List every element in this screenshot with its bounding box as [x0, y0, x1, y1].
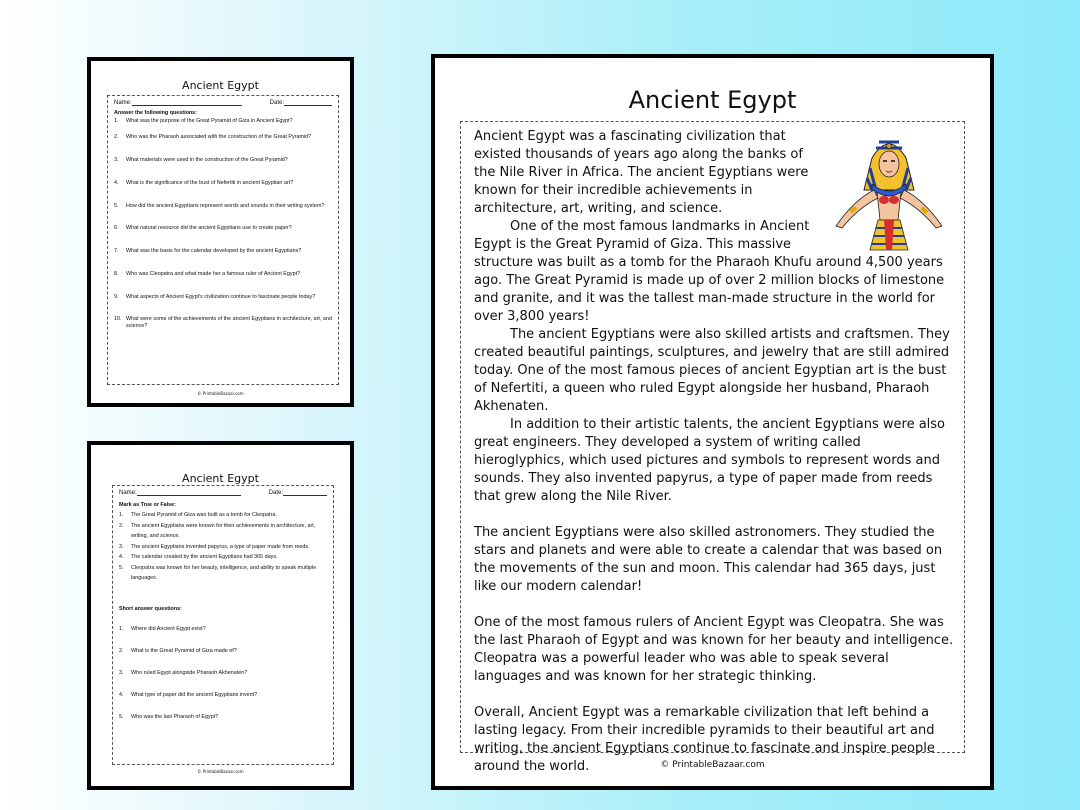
name-line [137, 495, 241, 496]
questions-heading: Answer the following questions: [114, 110, 197, 116]
question-item [114, 118, 332, 125]
reading-passage-page[interactable] [431, 54, 994, 790]
paragraph-engineering-text: In addition to their artistic talents, the ancient Egyptians were also great engineers. They developed a system of writing called hieroglyphics, which used pictures and symbols to represent words and sounds. They also invented papyrus, a type of paper made from reeds that grew along the Nile River. [474, 417, 946, 504]
question-text: What is the significance of the bust of Nefertiti in ancient Egyptian art? [126, 180, 294, 186]
true-false-item [119, 542, 327, 553]
short-answer-item [119, 670, 327, 677]
question-text: What natural resource did the ancient Egyptians use to create paper? [126, 225, 292, 231]
paragraph-conclusion: Overall, Ancient Egypt was a remarkable civilization that left behind a lasting legacy. From their incredible pyramids to their beautiful art and writing, the ancient Egyptians continue to fascinate and inspire people around the world. [474, 705, 935, 774]
question-text: What was the basis for the calendar developed by the ancient Egyptians? [126, 248, 302, 254]
date-line [284, 105, 332, 106]
question-number: 3. [114, 157, 119, 163]
short-answer-item [119, 714, 327, 721]
question-text: What materials were used in the construction of the Great Pyramid? [126, 157, 288, 163]
name-date-row [114, 100, 332, 106]
item-number: 1. [119, 512, 124, 518]
worksheet-questions-preview[interactable] [87, 57, 354, 407]
item-number: 3. [119, 543, 124, 550]
true-false-item [119, 552, 327, 563]
worksheet-dashed-frame [112, 485, 334, 765]
question-item [114, 316, 332, 330]
item-number: 5. [119, 713, 124, 720]
item-text: Where did Ancient Egypt exist? [131, 625, 206, 632]
item-number: 3. [119, 669, 124, 676]
paragraph-intro: Ancient Egypt was a fascinating civilization that existed thousands of years ago along the banks of the Nile River in Africa. The ancient Egyptians were known for their incredible achievements in architecture, art, writing, and science. [474, 129, 809, 216]
paragraph-cleopatra: One of the most famous rulers of Ancient Egypt was Cleopatra. She was the last Pharaoh of Egypt and was known for her beauty and intelligence. Cleopatra was a powerful leader who was able to speak several languages and was known for her strategic thinking. [474, 615, 954, 684]
paragraph-art-text: The ancient Egyptians were also skilled artists and craftsmen. They created beautiful paintings, sculptures, and jewelry that are still admired today. One of the most famous pieces of ancient Egyptian art is the bust of Nefertiti, a queen who ruled Egypt alongside her husband, Pharaoh Akhenaten. [474, 327, 950, 414]
item-text: The Great Pyramid of Giza was built as a tomb for Cleopatra. [131, 512, 277, 518]
item-text: The calendar created by the ancient Egyptians had 365 days. [131, 554, 278, 560]
short-answer-list [119, 626, 327, 721]
question-item [114, 271, 332, 278]
question-item [114, 248, 332, 255]
copyright-footer: © PrintableBazaar.com [197, 391, 244, 396]
question-number: 1. [114, 118, 119, 124]
item-number: 2. [119, 647, 124, 654]
name-date-row [119, 490, 327, 496]
copyright-footer: © PrintableBazaar.com [660, 760, 765, 770]
page-title: Ancient Egypt [628, 86, 797, 114]
true-false-item [119, 521, 327, 542]
paragraph-engineering [474, 416, 954, 506]
copyright-footer: © PrintableBazaar.com [197, 769, 244, 774]
name-line [132, 105, 242, 106]
short-answer-item [119, 648, 327, 655]
short-answer-heading: Short answer questions: [119, 605, 182, 612]
worksheet-title: Ancient Egypt [182, 472, 259, 485]
question-number: 8. [114, 271, 119, 277]
question-text: What were some of the achievements of the ancient Egyptians in architecture, art, and science? [126, 316, 332, 329]
pharaoh-illustration [824, 128, 954, 252]
true-false-list [119, 510, 327, 584]
date-line [283, 495, 327, 496]
short-answer-item [119, 626, 327, 633]
item-text: Who ruled Egypt alongside Pharaoh Akhenaten? [131, 669, 248, 676]
question-item [114, 225, 332, 232]
question-text: What aspects of Ancient Egypt's civilization continue to fascinate people today? [126, 294, 316, 300]
question-text: How did the ancient Egyptians represent words and sounds in their writing system? [126, 203, 325, 209]
item-number: 4. [119, 554, 124, 560]
paragraph-pyramid-text: One of the most famous landmarks in Ancient Egypt is the Great Pyramid of Giza. This massive structure was built as a tomb for the Pharaoh Khufu around 4,500 years ago. The Great Pyramid is made up of over 2 million blocks of limestone and granite, and it was the tallest man-made structure in the world for over 3,800 years! [474, 219, 945, 324]
question-number: 5. [114, 203, 119, 209]
question-text: What was the purpose of the Great Pyramid of Giza in Ancient Egypt? [126, 118, 293, 124]
question-item [114, 157, 332, 164]
item-number: 2. [119, 522, 124, 529]
date-label: Date: [268, 490, 283, 496]
item-text: Who was the last Pharaoh of Egypt? [131, 713, 219, 720]
reading-passage [474, 128, 954, 776]
question-number: 4. [114, 180, 119, 186]
question-item [114, 134, 332, 141]
item-number: 5. [119, 564, 124, 571]
true-false-item [119, 510, 327, 521]
paragraph-astronomy: The ancient Egyptians were also skilled astronomers. They studied the stars and planets and were able to create a calendar that was based on the movements of the sun and moon. This calendar had 365 days, just like our modern calendar! [474, 525, 943, 594]
paragraph-art [474, 326, 954, 416]
question-item [114, 294, 332, 301]
name-label: Name: [119, 490, 137, 496]
question-number: 2. [114, 134, 119, 140]
date-label: Date: [269, 100, 284, 106]
item-text: The ancient Egyptians invented papyrus, a type of paper made from reeds. [131, 543, 310, 550]
short-answer-item [119, 692, 327, 699]
item-number: 4. [119, 691, 124, 698]
item-number: 1. [119, 625, 124, 632]
worksheet-title: Ancient Egypt [182, 79, 259, 92]
item-text: Cleopatra was known for her beauty, intelligence, and ability to speak multiple languages. [131, 564, 317, 581]
item-text: What is the Great Pyramid of Giza made of? [131, 647, 237, 654]
question-number: 10. [114, 316, 122, 322]
question-item [114, 180, 332, 187]
question-text: Who was Cleopatra and what made her a famous ruler of Ancient Egypt? [126, 271, 301, 277]
worksheet-true-false-preview[interactable] [87, 441, 354, 790]
question-number: 7. [114, 248, 119, 254]
item-text: The ancient Egyptians were known for their achievements in architecture, art, writing, and science. [131, 522, 316, 539]
true-false-heading: Mark as True or False: [119, 502, 176, 508]
question-item [114, 203, 332, 210]
name-label: Name: [114, 100, 132, 106]
true-false-item [119, 563, 327, 584]
question-number: 6. [114, 225, 119, 231]
item-text: What type of paper did the ancient Egyptians invent? [131, 691, 258, 698]
worksheet-dashed-frame [107, 95, 339, 385]
questions-list [114, 118, 332, 330]
question-number: 9. [114, 294, 119, 300]
question-text: Who was the Pharaoh associated with the construction of the Great Pyramid? [126, 134, 312, 140]
